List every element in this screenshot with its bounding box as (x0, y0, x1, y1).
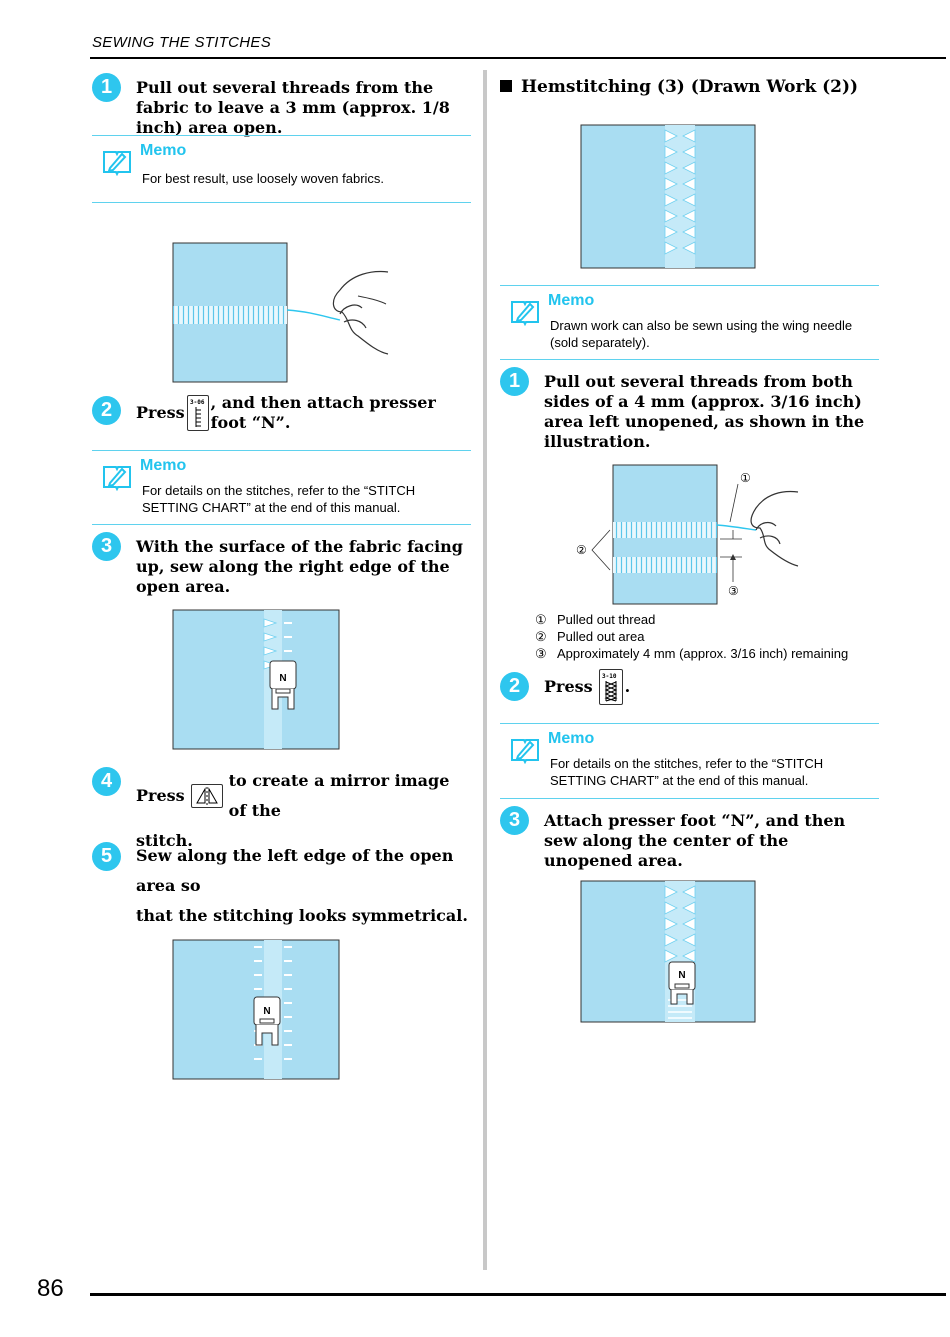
memo-title: Memo (548, 730, 595, 747)
legend-row: ③ Approximately 4 mm (approx. 3/16 inch) remaining (535, 646, 849, 661)
svg-text:3-06: 3-06 (189, 399, 205, 406)
step-badge: 5 (92, 842, 121, 871)
memo-text-line-2: (sold separately). (550, 335, 650, 350)
running-header: SEWING THE STITCHES (92, 34, 272, 51)
callout-2: ② (576, 543, 587, 557)
memo-title: Memo (548, 292, 595, 309)
step-badge: 1 (92, 73, 121, 102)
illustration-pull-both-sides (570, 464, 802, 606)
step-text-after: . (624, 677, 631, 696)
step-badge: 2 (92, 396, 121, 425)
left-step-3 (92, 537, 472, 597)
step-text-line-1: Sew along the left edge of the open area so (136, 846, 454, 895)
step-badge: 4 (92, 767, 121, 796)
right-step-1 (500, 372, 880, 452)
step-text-before: Press (544, 677, 593, 696)
memo-text-line-1: Drawn work can also be sewn using the wing needle (550, 318, 853, 333)
step-text: Pull out several threads from both sides of a 4 mm (approx. 3/16 inch) area left unopened, as shown in the illustration. (544, 372, 865, 451)
step-text: With the surface of the fabric facing up, sew along the right edge of the open area. (136, 537, 463, 596)
memo-title: Memo (140, 142, 187, 159)
step-text (544, 669, 630, 705)
memo-title: Memo (140, 457, 187, 474)
legend-row: ② Pulled out area (535, 629, 645, 644)
step-badge: 3 (92, 532, 121, 561)
illustration-pull-threads (172, 242, 394, 384)
illustration-sew-center (580, 880, 758, 1024)
svg-text:3-10: 3-10 (601, 673, 617, 680)
step-text (136, 841, 472, 931)
memo-text: For best result, use loosely woven fabrics. (142, 171, 385, 186)
step-text: Pull out several threads from the fabric to leave a 3 mm (approx. 1/8 inch) area open. (136, 78, 450, 137)
step-text-line-2: stitch. (136, 831, 193, 850)
step-text (136, 393, 472, 433)
legend-row: ① Pulled out thread (535, 612, 656, 627)
column-divider (483, 70, 487, 1270)
step-badge: 1 (500, 367, 529, 396)
footer-rule (90, 1293, 946, 1296)
callout-1: ① (740, 471, 751, 485)
memo-text-line-1: For details on the stitches, refer to the “STITCH (550, 756, 824, 771)
memo-text-line-2: SETTING CHART” at the end of this manual. (142, 500, 401, 515)
right-step-2 (500, 673, 880, 705)
left-step-5 (92, 847, 472, 931)
left-step-2 (92, 393, 472, 433)
section-title-text: Hemstitching (3) (Drawn Work (2)) (521, 77, 859, 97)
memo-icon (510, 734, 540, 764)
step-text: Attach presser foot “N”, and then sew along the center of the unopened area. (544, 811, 846, 870)
stitch-3-10-icon[interactable] (599, 669, 623, 705)
section-title (500, 77, 858, 97)
right-step-3 (500, 811, 880, 871)
callout-legend (535, 611, 848, 662)
illustration-drawn-work (580, 124, 758, 270)
header-rule (90, 57, 946, 59)
memo-icon (102, 461, 132, 491)
presser-foot-label: N (263, 1006, 271, 1017)
memo-icon (102, 146, 132, 176)
memo-text-line-2: SETTING CHART” at the end of this manual. (550, 773, 809, 788)
step-text-line-2: that the stitching looks symmetrical. (136, 906, 468, 925)
page-number: 86 (37, 1275, 64, 1302)
step-text-before: Press (136, 786, 185, 805)
step-badge: 3 (500, 806, 529, 835)
mirror-image-icon[interactable] (191, 784, 223, 808)
memo-box (92, 450, 471, 525)
stitch-3-06-icon[interactable] (187, 395, 209, 431)
step-badge: 2 (500, 672, 529, 701)
memo-icon (510, 296, 540, 326)
memo-box (500, 723, 879, 799)
step-text-after: to create a mirror image of the (228, 771, 450, 820)
step-text-before: Press (136, 403, 185, 422)
presser-foot-label: N (678, 970, 686, 981)
presser-foot-label: N (279, 673, 287, 684)
section-bullet (500, 80, 512, 92)
illustration-sew-right-edge (172, 609, 342, 751)
memo-box (500, 285, 879, 360)
memo-box (92, 135, 471, 203)
step-text-after: , and then attach presser foot “N”. (210, 393, 436, 432)
callout-3: ③ (728, 584, 739, 598)
illustration-symmetrical (172, 939, 342, 1081)
memo-text-line-1: For details on the stitches, refer to the “STITCH (142, 483, 416, 498)
left-step-1 (92, 78, 472, 138)
